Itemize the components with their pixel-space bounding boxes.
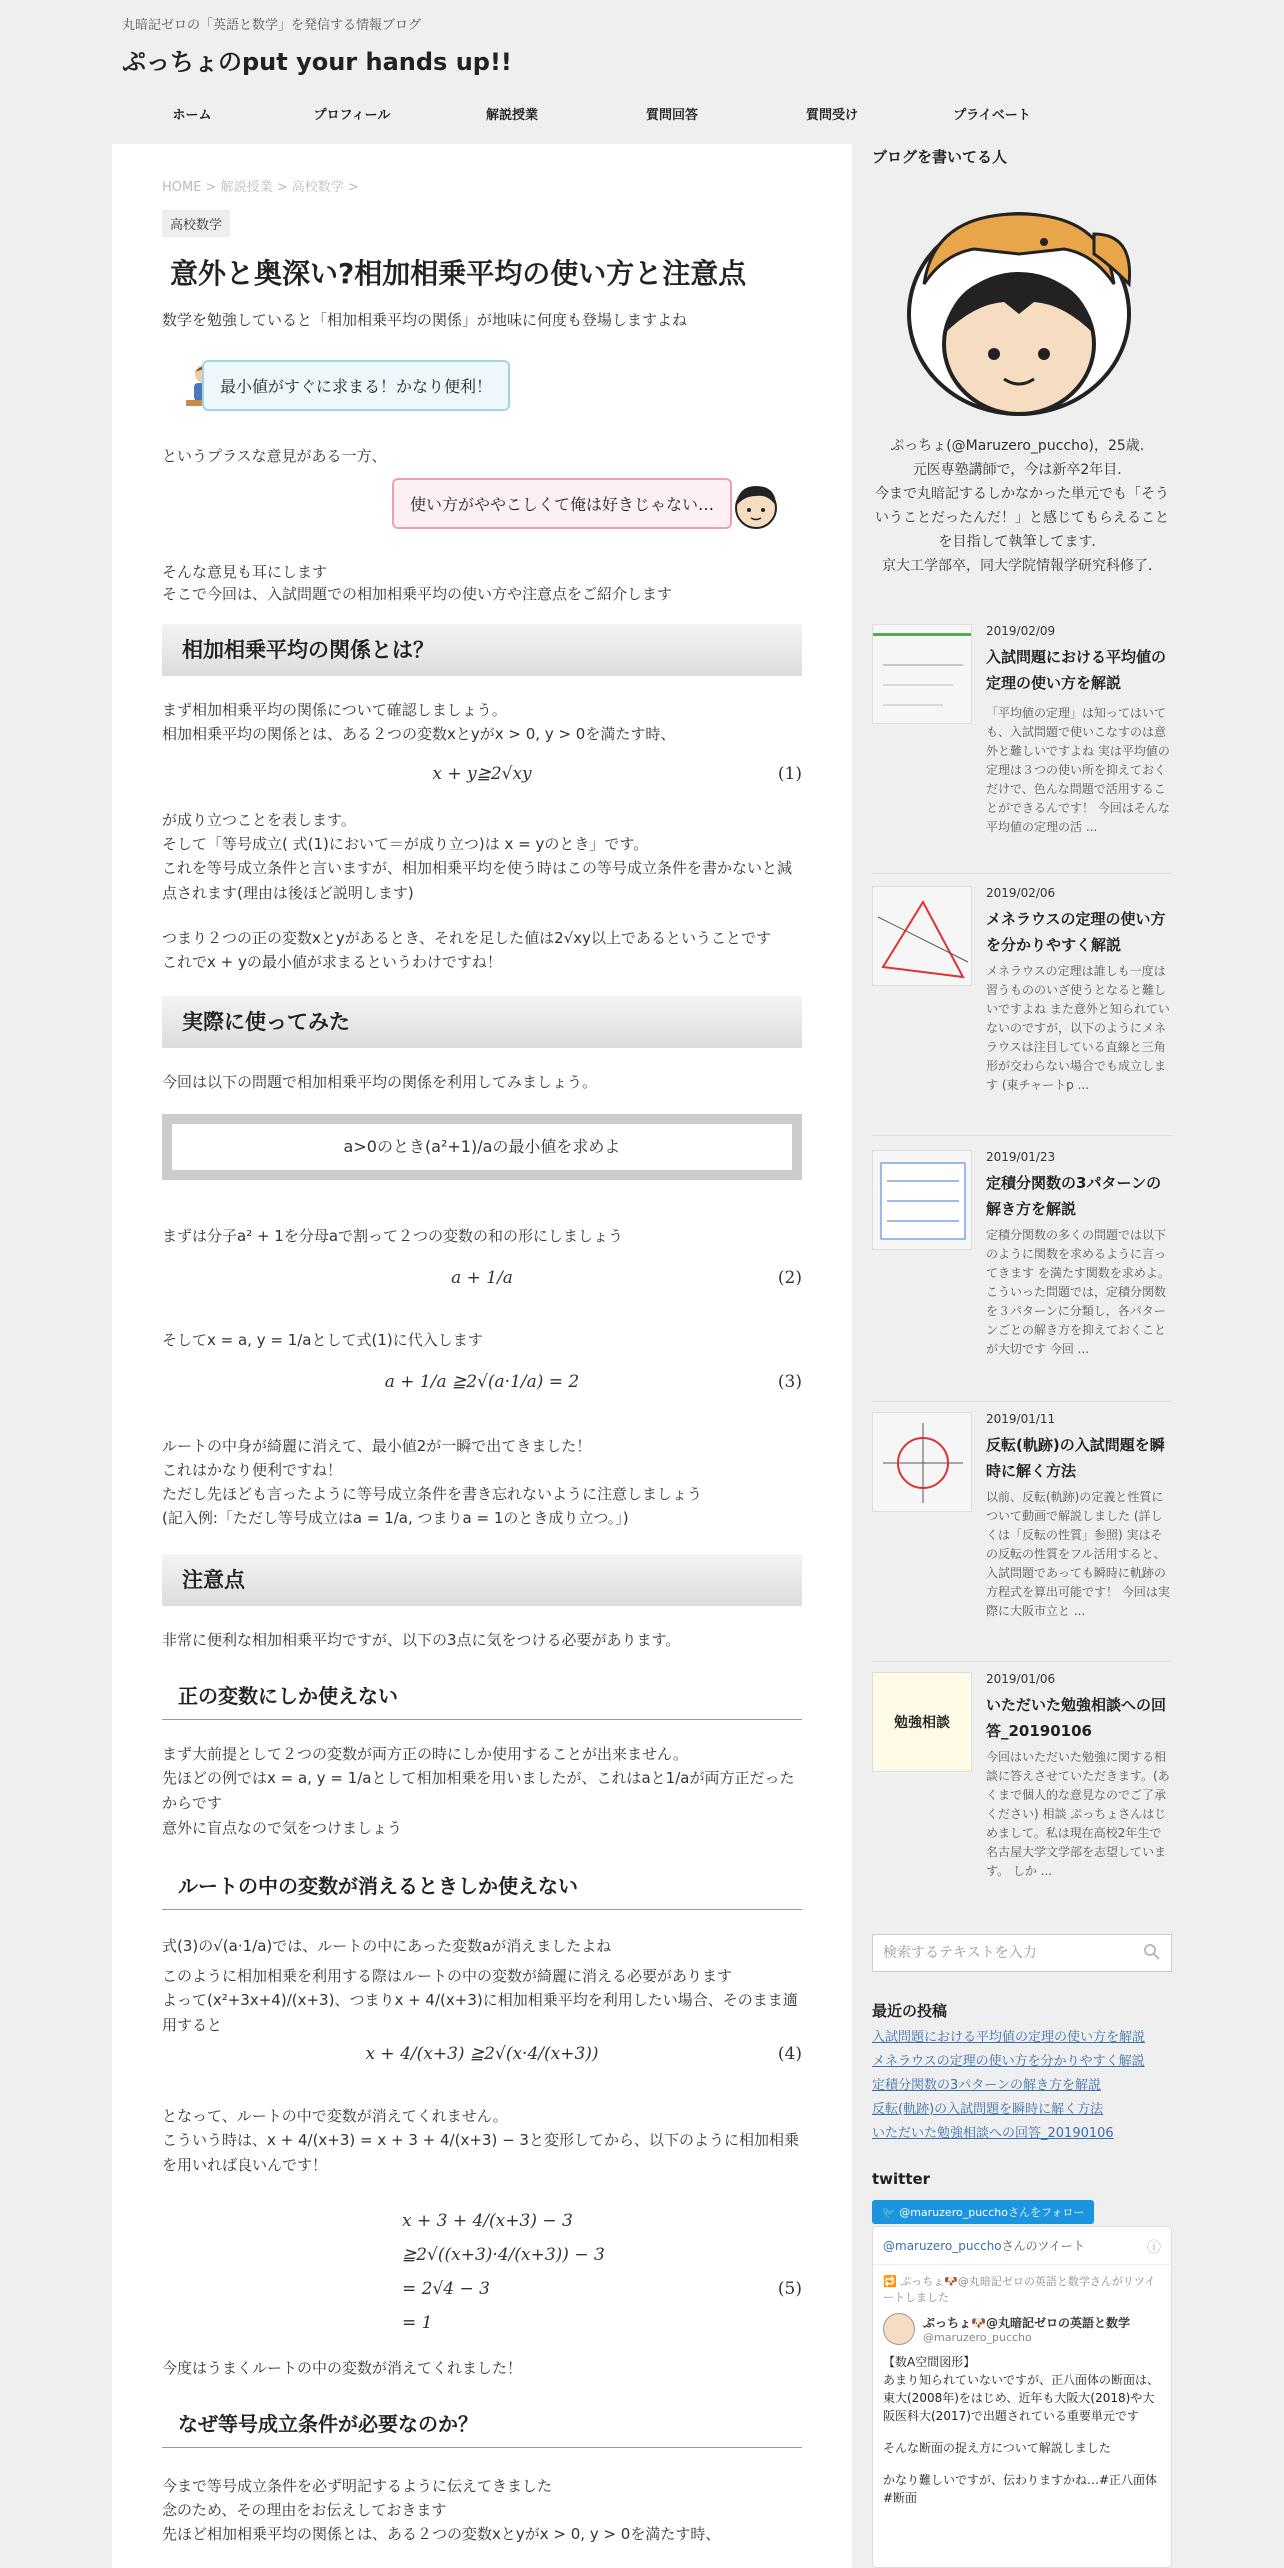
paragraph: ただし先ほども言ったように等号成立条件を書き忘れないように注意しましょう xyxy=(162,1485,703,1503)
profile-line: ぷっちょ(@Maruzero_puccho)，25歳． xyxy=(890,438,1154,454)
tweet-line: 【数A空間図形】 xyxy=(883,2355,976,2369)
paragraph: そしてx = a, y = 1/aとして式(1)に代入します xyxy=(162,1331,483,1349)
post-thumbnail[interactable] xyxy=(872,624,972,724)
paragraph: 相加相乗平均の関係とは、ある２つの変数xとyがx > 0, y > 0を満たす時、 xyxy=(162,725,676,743)
paragraph: まず相加相乗平均の関係について確認しましょう。 xyxy=(162,701,507,719)
search-icon[interactable] xyxy=(1143,1943,1161,1961)
side-post-item[interactable] xyxy=(872,624,1172,874)
paragraph: 非常に便利な相加相乗平均ですが、以下の3点に気をつける必要があります。 xyxy=(162,1631,681,1649)
post-title-link[interactable]: 反転(軌跡)の入試問題を瞬時に解く方法 xyxy=(986,1436,1165,1480)
info-icon[interactable]: ⓘ xyxy=(1147,2240,1161,2256)
post-date: 2019/01/23 xyxy=(986,1150,1056,1164)
post-title-link[interactable]: メネラウスの定理の使い方を分かりやすく解説 xyxy=(986,910,1166,954)
tweet-line: あまり知られていないですが、正八面体の断面は、東大(2008年)をはじめ、近年も大阪大(2018)や大阪医科大(2017)で出題されている重要単元です xyxy=(883,2373,1160,2423)
section-heading: 注意点 xyxy=(162,1554,802,1606)
timeline-header xyxy=(873,2227,1171,2265)
speech-balloon-negative: 使い方がややこしくて俺は好きじゃない… xyxy=(392,478,732,529)
equation-1 xyxy=(162,764,802,784)
speech-balloon-positive: 最小値がすぐに求まる！かなり便利！ xyxy=(202,360,510,411)
equation-number: (1) xyxy=(777,764,802,784)
follow-label: @maruzero_pucchoさんをフォロー xyxy=(899,2206,1085,2219)
recent-post-link[interactable]: 反転(軌跡)の入試問題を瞬時に解く方法 xyxy=(872,2102,1104,2117)
post-excerpt: メネラウスの定理は誰しも一度は習うもののいざ使うとなると難しいですよね また意外と知られていないのですが，以下のようにメネラウスは注目している直線と三角形が交わらない場合でも成立します (東チャートp ... xyxy=(986,964,1170,1092)
timeline-suffix: さんのツイート xyxy=(1001,2239,1085,2253)
nav-item-answers[interactable]: 質問回答 xyxy=(645,108,698,123)
paragraph: これはかなり便利ですね！ xyxy=(162,1461,343,1479)
retweet-note xyxy=(873,2265,1171,2313)
post-thumbnail[interactable] xyxy=(872,886,972,986)
paragraph: 今回は以下の問題で相加相乗平均の関係を利用してみましょう。 xyxy=(162,1073,598,1091)
post-title: 意外と奥深い?相加相乗平均の使い方と注意点 xyxy=(170,257,747,290)
post-thumbnail[interactable] xyxy=(872,1150,972,1250)
author-name[interactable]: ぷっちょ🐶@丸暗記ゼロの英語と数学 xyxy=(923,2316,1130,2330)
subsection-heading: ルートの中の変数が消えるときしか使えない xyxy=(162,1870,802,1910)
post-date: 2019/02/06 xyxy=(986,886,1056,900)
post-date: 2019/01/06 xyxy=(986,1672,1056,1686)
paragraph: 先ほど相加相乗平均の関係とは、ある２つの変数xとyがx > 0, y > 0を満たす時、 xyxy=(162,2525,721,2543)
equation-5 xyxy=(162,2204,802,2340)
post-title-link[interactable]: いただいた勉強相談への回答_20190106 xyxy=(986,1696,1167,1740)
author-avatar[interactable] xyxy=(883,2313,915,2345)
section-heading: 相加相乗平均の関係とは？ xyxy=(162,624,802,676)
twitter-follow-button[interactable] xyxy=(872,2200,1094,2224)
equation-number: (4) xyxy=(777,2044,802,2064)
paragraph: 意外に盲点なので気をつけましょう xyxy=(162,1819,403,1837)
paragraph: 今度はうまくルートの中の変数が消えてくれました！ xyxy=(162,2359,523,2377)
tweet-author[interactable] xyxy=(873,2313,1171,2345)
post-date: 2019/02/09 xyxy=(986,624,1056,638)
profile-line: 今まで丸暗記するしかなかった単元でも「そういうことだったんだ！」と感じてもらえることを目指して執筆してます． xyxy=(875,486,1169,550)
paragraph: 式(3)の√(a·1/a)では、ルートの中にあった変数aが消えましたよね xyxy=(162,1937,612,1955)
paragraph: が成り立つことを表します。 xyxy=(162,811,356,829)
post-thumbnail[interactable]: 勉強相談 xyxy=(872,1672,972,1772)
recent-post-link[interactable]: メネラウスの定理の使い方を分かりやすく解説 xyxy=(872,2054,1145,2069)
paragraph: これでx + yの最小値が求まるというわけですね！ xyxy=(162,953,502,971)
intro-text: 数学を勉強していると「相加相乗平均の関係」が地味に何度も登場しますよね xyxy=(162,311,688,329)
equation-3 xyxy=(162,1372,802,1392)
equation-4 xyxy=(162,2044,802,2064)
tweet-line: かなり難しいですが、伝わりますかね…#正八面体 #断面 xyxy=(883,2473,1158,2505)
post-excerpt: 定積分関数の多くの問題では以下のように関数を求めるように言ってきます を満たす関数を求めよ。 こういった問題では，定積分関数を３パターンに分類し，各パターンごとの解き方を抑えておくことが大切です 今回 ... xyxy=(986,1228,1170,1356)
nav-item-private[interactable]: プライベート xyxy=(953,108,1031,123)
recent-post-link[interactable]: 入試問題における平均値の定理の使い方を解説 xyxy=(872,2030,1146,2045)
equation-number: (2) xyxy=(777,1268,802,1288)
post-date: 2019/01/11 xyxy=(986,1412,1056,1426)
equation-number: (3) xyxy=(777,1372,802,1392)
nav-item-home[interactable]: ホーム xyxy=(172,108,212,123)
twitter-bird-icon: 🐦 xyxy=(882,2206,900,2219)
paragraph: そして「等号成立( 式(1)において＝が成り立つ)は x = yのとき」です。 xyxy=(162,835,649,853)
retweet-icon: 🔁 xyxy=(883,2275,901,2288)
post-thumbnail[interactable] xyxy=(872,1412,972,1512)
problem-box: a>0のとき(a²+1)/aの最小値を求めよ xyxy=(162,1114,802,1180)
equation-body: a + 1/a xyxy=(451,1268,513,1288)
global-nav xyxy=(112,100,1172,132)
equation-body: x + 4/(x+3) ≧2√(x·4/(x+3)) xyxy=(365,2044,599,2064)
recent-post-link[interactable]: いただいた勉強相談への回答_20190106 xyxy=(872,2126,1114,2141)
side-post-item[interactable] xyxy=(872,886,1172,1136)
equation-2 xyxy=(162,1268,802,1288)
recent-posts-heading: 最近の投稿 xyxy=(872,2002,948,2020)
breadcrumb[interactable]: HOME > 解説授業 > 高校数学 > xyxy=(162,180,359,195)
equation-line: x + 3 + 4/(x+3) − 3 xyxy=(402,2211,573,2231)
post-excerpt: 「平均値の定理」は知ってはいても、入試問題で使いこなすのは意外と難しいですよね 実は平均値の定理は３つの使い所を抑えておくだけで、色んな問題で活用することができるんです！ 今回はそんな平均値の定理の活 ... xyxy=(986,706,1170,834)
subsection-heading: なぜ等号成立条件が必要なのか？ xyxy=(162,2408,802,2448)
article-main xyxy=(112,144,852,2568)
author-handle[interactable]: @maruzero_puccho xyxy=(923,2331,1032,2344)
site-tagline: 丸暗記ゼロの「英語と数学」を発信する情報ブログ xyxy=(122,18,422,33)
nav-item-lessons[interactable]: 解説授業 xyxy=(485,108,538,123)
search-input[interactable] xyxy=(872,1934,1172,1972)
paragraph: そんな意見も耳にします xyxy=(162,563,328,581)
nav-item-profile[interactable]: プロフィール xyxy=(313,108,391,123)
site-title[interactable]: ぷっちょのput your hands up!! xyxy=(122,48,512,76)
paragraph: そこで今回は、入試問題での相加相乗平均の使い方や注意点をご紹介します xyxy=(162,585,673,603)
profile-heading: ブログを書いてる人 xyxy=(872,148,1008,166)
timeline-handle[interactable]: @maruzero_puccho xyxy=(883,2239,1002,2253)
post-excerpt: 今回はいただいた勉強に関する相談に答えさせていただきます。(あくまで個人的な意見なのでご了承ください) 相談 ぷっちょさんはじめまして。私は現在高校2年生で名古屋大学文学部を志望しています。 しか ... xyxy=(986,1750,1170,1878)
twitter-heading: twitter xyxy=(872,2170,931,2188)
equation-line: ≧2√((x+3)·4/(x+3)) − 3 xyxy=(402,2245,605,2265)
profile-line: 元医専塾講師で，今は新卒2年目． xyxy=(912,462,1132,478)
puccho-face-icon xyxy=(728,478,784,534)
recent-post-link[interactable]: 定積分関数の3パターンの解き方を解説 xyxy=(872,2078,1102,2093)
paragraph: (記入例:「ただし等号成立はa = 1/a, つまりa = 1のとき成り立つ。」) xyxy=(162,1509,629,1527)
paragraph: となって、ルートの中で変数が消えてくれません。 xyxy=(162,2107,508,2125)
post-excerpt: 以前、反転(軌跡)の定義と性質について動画で解説しました (詳しくは「反転の性質」参照) 実はその反転の性質をフル活用すると、入試問題であっても瞬時に軌跡の方程式を算出可能です！ 今回は実際に大阪市立と ... xyxy=(986,1490,1170,1618)
paragraph: 先ほどの例ではx = a, y = 1/aとして相加相乗を用いましたが、これはaと1/aが両方正だったからです xyxy=(162,1769,795,1812)
post-title-link[interactable]: 入試問題における平均値の定理の使い方を解説 xyxy=(986,648,1167,692)
profile-avatar xyxy=(894,194,1144,424)
search-placeholder: 検索するテキストを入力 xyxy=(883,1945,1037,1961)
paragraph: まず大前提として２つの変数が両方正の時にしか使用することが出来ません。 xyxy=(162,1745,688,1763)
paragraph: これを等号成立条件と言いますが、相加相乗平均を使う時はこの等号成立条件を書かないと減点されます(理由は後ほど説明します) xyxy=(162,859,793,902)
equation-body: x + y≧2√xy xyxy=(432,764,532,784)
side-post-item[interactable] xyxy=(872,1412,1172,1662)
paragraph: というプラスな意見がある一方、 xyxy=(162,447,387,465)
section-heading: 実際に使ってみた xyxy=(162,996,802,1048)
category-label[interactable]: 高校数学 xyxy=(162,210,230,237)
twitter-timeline-widget[interactable] xyxy=(872,2226,1172,2568)
side-post-item[interactable] xyxy=(872,1150,1172,1402)
side-post-item[interactable] xyxy=(872,1672,1172,1906)
paragraph: こういう時は、x + 4/(x+3) = x + 3 + 4/(x+3) − 3と変形してから、以下のように相加相乗を用いれば良いんです！ xyxy=(162,2131,799,2174)
paragraph: まずは分子a² + 1を分母aで割って２つの変数の和の形にしましょう xyxy=(162,1227,624,1245)
equation-number: (5) xyxy=(777,2279,802,2299)
profile-line: 京大工学部卒，同大学院情報学研究科修了． xyxy=(882,558,1162,574)
paragraph: 念のため、その理由をお伝えしておきます xyxy=(162,2501,447,2519)
profile-text xyxy=(872,434,1172,578)
equation-line: = 2√4 − 3 xyxy=(402,2279,490,2299)
paragraph: よって(x²+3x+4)/(x+3)、つまりx + 4/(x+3)に相加相乗平均を利用したい場合、そのまま適用すると xyxy=(162,1991,798,2034)
equation-body: a + 1/a ≧2√(a·1/a) = 2 xyxy=(384,1372,580,1392)
post-title-link[interactable]: 定積分関数の3パターンの解き方を解説 xyxy=(986,1174,1162,1218)
paragraph: 今まで等号成立条件を必ず明記するように伝えてきました xyxy=(162,2477,553,2495)
retweet-text: ぷっちょ🐶@丸暗記ゼロの英語と数学さんがリツイートしました xyxy=(883,2275,1156,2304)
tweet-line: そんな断面の捉え方について解説しました xyxy=(883,2441,1111,2455)
nav-item-questions[interactable]: 質問受け xyxy=(805,108,858,123)
paragraph: ルートの中身が綺麗に消えて、最小値2が一瞬で出てきました！ xyxy=(162,1437,592,1455)
paragraph: つまり２つの正の変数xとyがあるとき、それを足した値は2√xy以上であるということです xyxy=(162,929,772,947)
recent-posts-list xyxy=(872,2026,1172,2146)
equation-line: = 1 xyxy=(402,2313,433,2333)
subsection-heading: 正の変数にしか使えない xyxy=(162,1680,802,1720)
tweet-body xyxy=(873,2345,1171,2515)
paragraph: このように相加相乗を利用する際はルートの中の変数が綺麗に消える必要があります xyxy=(162,1967,733,1985)
